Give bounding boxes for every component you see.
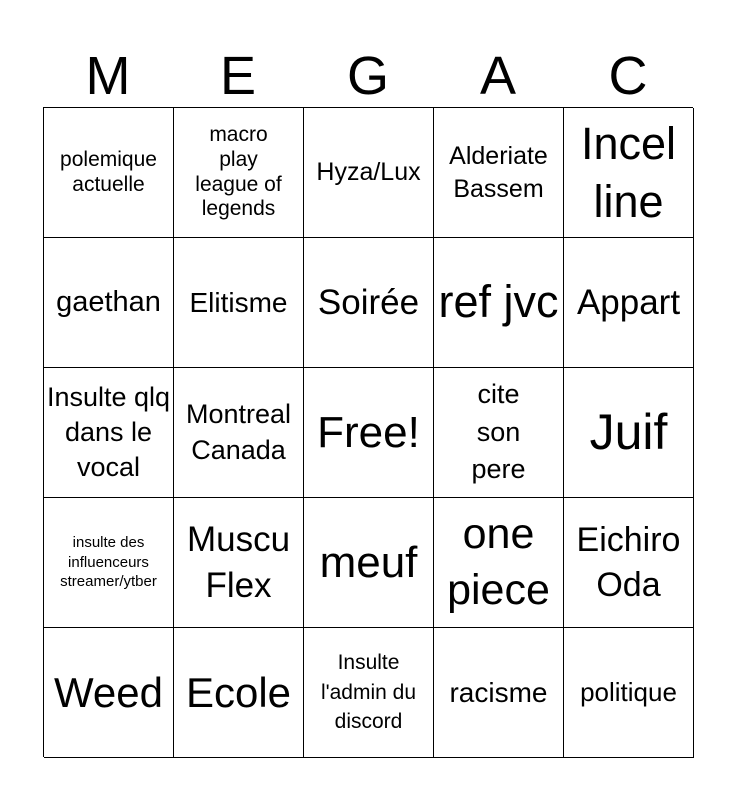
cell-text: Alderiate Bassem xyxy=(449,142,548,203)
header-letter-a: A xyxy=(479,46,517,106)
cell-text: cite son pere xyxy=(471,378,526,485)
cell-text: macro play league of legends xyxy=(195,122,282,221)
header-letter-c: C xyxy=(608,46,648,106)
cell-text: one piece xyxy=(447,509,550,614)
cell-text: meuf xyxy=(319,537,418,587)
bingo-cell-r5-c4[interactable] xyxy=(434,628,564,758)
bingo-cell-r4-c3[interactable] xyxy=(304,498,434,628)
cell-text: Muscu Flex xyxy=(186,520,291,605)
bingo-cell-r1-c3[interactable] xyxy=(304,108,434,238)
cell-text: Ecole xyxy=(185,668,292,716)
bingo-cell-r4-c5[interactable] xyxy=(564,498,694,628)
cell-text: Soirée xyxy=(317,282,420,322)
cell-text: Free! xyxy=(317,407,420,457)
bingo-cell-r5-c1[interactable] xyxy=(44,628,174,758)
bingo-header xyxy=(43,44,693,108)
bingo-cell-r3-c1[interactable] xyxy=(44,368,174,498)
cell-text: Appart xyxy=(576,282,681,322)
cell-text: polemique actuelle xyxy=(60,147,157,196)
bingo-cell-r1-c5[interactable] xyxy=(564,108,694,238)
cell-text: Insulte l'admin du discord xyxy=(320,651,417,734)
bingo-cell-r3-c5[interactable] xyxy=(564,368,694,498)
cell-text: Eichiro Oda xyxy=(576,521,681,604)
bingo-cell-r3-c4[interactable] xyxy=(434,368,564,498)
cell-text: politique xyxy=(580,677,677,708)
bingo-cell-r1-c4[interactable] xyxy=(434,108,564,238)
cell-text: ref jvc xyxy=(438,276,559,328)
bingo-cell-r3-c2[interactable] xyxy=(174,368,304,498)
bingo-cell-r5-c3[interactable] xyxy=(304,628,434,758)
cell-text: gaethan xyxy=(56,286,161,319)
bingo-cell-r2-c4[interactable] xyxy=(434,238,564,368)
bingo-cell-r4-c2[interactable] xyxy=(174,498,304,628)
bingo-cell-r5-c2[interactable] xyxy=(174,628,304,758)
cell-text: Weed xyxy=(54,668,163,716)
bingo-cell-r4-c4[interactable] xyxy=(434,498,564,628)
bingo-grid xyxy=(43,107,693,757)
bingo-cell-r2-c5[interactable] xyxy=(564,238,694,368)
cell-text: racisme xyxy=(449,676,548,708)
cell-text: Hyza/Lux xyxy=(316,157,421,186)
bingo-cell-r2-c3[interactable] xyxy=(304,238,434,368)
cell-text: Insulte qlq dans le vocal xyxy=(46,381,171,483)
bingo-cell-r5-c5[interactable] xyxy=(564,628,694,758)
header-letter-g: G xyxy=(346,46,389,106)
cell-text: Juif xyxy=(589,404,668,460)
cell-text: Incel line xyxy=(580,117,677,227)
cell-text: insulte des influenceurs streamer/ytber xyxy=(60,534,157,591)
header-letter-m: M xyxy=(85,46,131,106)
header-letter-e: E xyxy=(219,46,257,106)
bingo-cell-r4-c1[interactable] xyxy=(44,498,174,628)
bingo-cell-r2-c1[interactable] xyxy=(44,238,174,368)
bingo-cell-r3-c3[interactable] xyxy=(304,368,434,498)
bingo-cell-r2-c2[interactable] xyxy=(174,238,304,368)
bingo-cell-r1-c1[interactable] xyxy=(44,108,174,238)
cell-text: Montreal Canada xyxy=(185,399,292,465)
bingo-cell-r1-c2[interactable] xyxy=(174,108,304,238)
cell-text: Elitisme xyxy=(189,286,288,318)
